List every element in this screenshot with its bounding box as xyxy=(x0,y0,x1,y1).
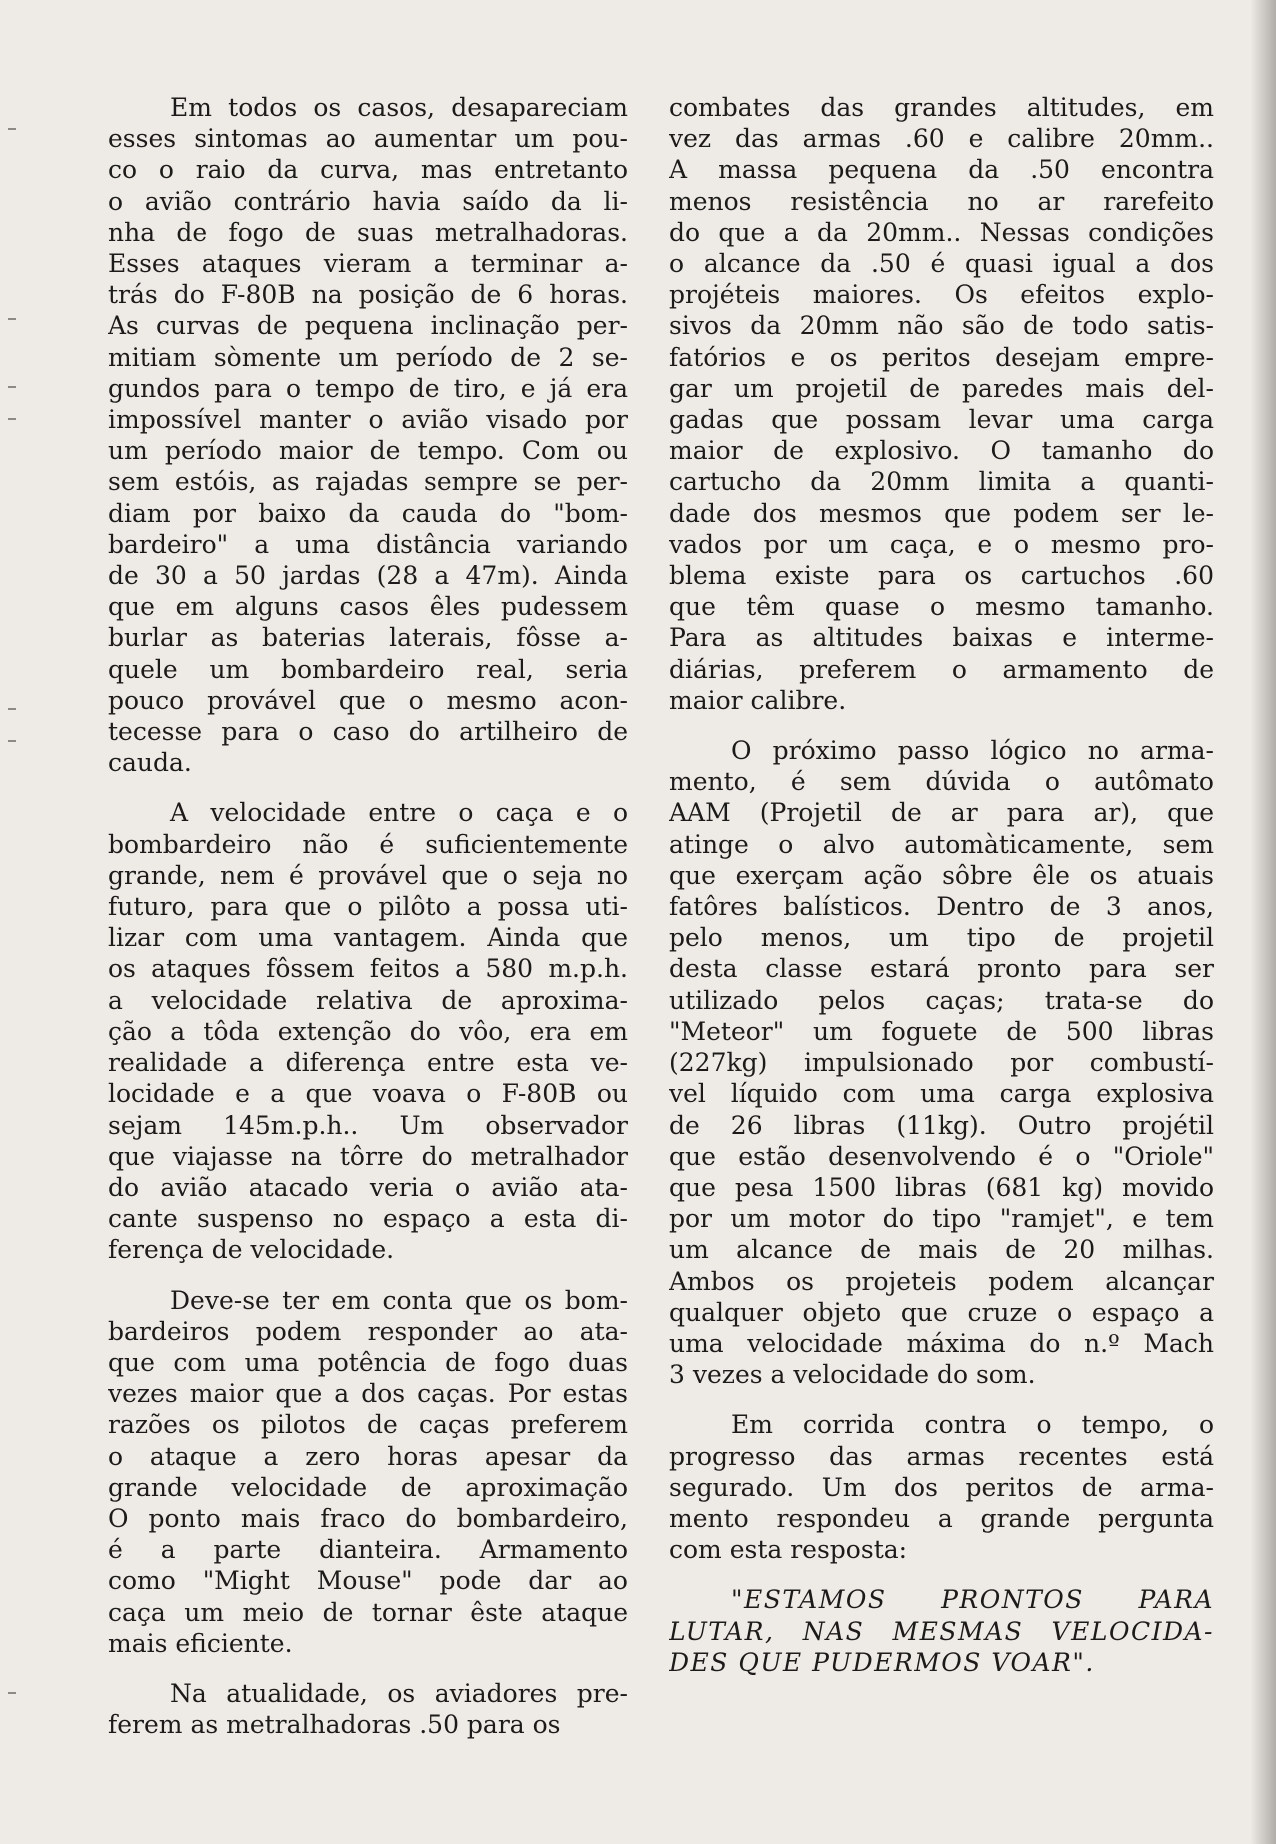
text-line: grande velocidade de aproximação xyxy=(108,1472,628,1502)
text-line: qualquer objeto que cruze o espaço a xyxy=(669,1297,1214,1327)
text-line: caça um meio de tornar êste ataque xyxy=(108,1597,628,1627)
text-line: mitiam sòmente um período de 2 se- xyxy=(108,342,628,372)
text-line: do que a da 20mm.. Nessas condições xyxy=(669,217,1214,247)
text-line: mais eficiente. xyxy=(108,1628,293,1658)
text-line: DES QUE PUDERMOS VOAR". xyxy=(669,1647,1095,1677)
text-line: A velocidade entre o caça e o xyxy=(170,798,628,828)
text-line: bardeiros podem responder ao ata- xyxy=(108,1316,628,1346)
left-text-column xyxy=(108,92,628,1759)
text-line: realidade a diferença entre esta ve- xyxy=(108,1048,628,1078)
text-line: progresso das armas recentes está xyxy=(669,1441,1214,1471)
text-line: uma velocidade máxima do n.º Mach xyxy=(669,1328,1214,1358)
text-line: O próximo passo lógico no arma- xyxy=(731,736,1214,766)
margin-mark xyxy=(8,386,16,388)
text-line: os ataques fôssem feitos a 580 m.p.h. xyxy=(108,954,628,984)
text-line: razões os pilotos de caças preferem xyxy=(108,1410,628,1440)
text-line: desta classe estará pronto para ser xyxy=(669,954,1214,984)
text-line: locidade e a que voava o F-80B ou xyxy=(108,1079,628,1109)
margin-mark xyxy=(8,740,16,742)
text-line: fatôres balísticos. Dentro de 3 anos, xyxy=(669,892,1214,922)
text-line: gar um projetil de paredes mais del- xyxy=(669,373,1214,403)
text-line: Em corrida contra o tempo, o xyxy=(731,1410,1214,1440)
text-line: o alcance da .50 é quasi igual a dos xyxy=(669,249,1214,279)
text-line: impossível manter o avião visado por xyxy=(108,405,628,435)
text-line: bardeiro" a uma distância variando xyxy=(108,529,628,559)
text-line: "Meteor" um foguete de 500 libras xyxy=(669,1016,1214,1046)
text-line: bombardeiro não é suficientemente xyxy=(108,829,628,859)
quotation-paragraph xyxy=(669,1584,1214,1678)
text-line: nha de fogo de suas metralhadoras. xyxy=(108,217,628,247)
text-line: que em alguns casos êles pudessem xyxy=(108,592,628,622)
paragraph xyxy=(108,92,628,778)
text-line: A massa pequena da .50 encontra xyxy=(669,155,1214,185)
text-line: como "Might Mouse" pode dar ao xyxy=(108,1566,628,1596)
text-line: é a parte dianteira. Armamento xyxy=(108,1535,628,1565)
text-line: maior de explosivo. O tamanho do xyxy=(669,436,1214,466)
text-line: AAM (Projetil de ar para ar), que xyxy=(669,798,1214,828)
text-line: sem estóis, as rajadas sempre se per- xyxy=(108,467,628,497)
text-line: a velocidade relativa de aproxima- xyxy=(108,985,628,1015)
text-line: vezes maior que a dos caças. Por estas xyxy=(108,1379,628,1409)
paragraph xyxy=(669,1409,1214,1565)
text-line: que estão desenvolvendo é o "Oriole" xyxy=(669,1141,1214,1171)
text-line: com esta resposta: xyxy=(669,1535,908,1565)
text-line: diárias, preferem o armamento de xyxy=(669,654,1214,684)
text-line: Deve-se ter em conta que os bom- xyxy=(170,1285,628,1315)
paragraph xyxy=(108,1285,628,1659)
text-line: co o raio da curva, mas entretanto xyxy=(108,155,628,185)
text-line: burlar as baterias laterais, fôsse a- xyxy=(108,623,628,653)
text-line: grande, nem é provável que o seja no xyxy=(108,860,628,890)
paragraph xyxy=(669,735,1214,1390)
text-line: que com uma potência de fogo duas xyxy=(108,1347,628,1377)
text-line: mento respondeu a grande pergunta xyxy=(669,1503,1214,1533)
text-line: Para as altitudes baixas e interme- xyxy=(669,623,1214,653)
text-line: Na atualidade, os aviadores pre- xyxy=(170,1678,628,1708)
text-line: dade dos mesmos que podem ser le- xyxy=(669,498,1214,528)
text-line: vel líquido com uma carga explosiva xyxy=(669,1079,1214,1109)
text-line: lizar com uma vantagem. Ainda que xyxy=(108,923,628,953)
text-line: ferem as metralhadoras .50 para os xyxy=(108,1710,561,1740)
text-line: cartucho da 20mm limita a quanti- xyxy=(669,467,1214,497)
text-line: que viajasse na tôrre do metralhador xyxy=(108,1141,628,1171)
margin-mark xyxy=(8,1692,16,1694)
text-line: segurado. Um dos peritos de arma- xyxy=(669,1472,1214,1502)
text-line: maior calibre. xyxy=(669,685,847,715)
text-line: trás do F-80B na posição de 6 horas. xyxy=(108,280,628,310)
text-line: cauda. xyxy=(108,748,192,778)
margin-mark xyxy=(8,708,16,710)
text-line: tecesse para o caso do artilheiro de xyxy=(108,717,628,747)
text-line: atinge o alvo automàticamente, sem xyxy=(669,829,1214,859)
text-line: sejam 145m.p.h.. Um observador xyxy=(108,1110,628,1140)
right-text-column xyxy=(669,92,1214,1697)
text-line: pelo menos, um tipo de projetil xyxy=(669,923,1214,953)
text-line: futuro, para que o pilôto a possa uti- xyxy=(108,892,628,922)
text-line: Em todos os casos, desapareciam xyxy=(170,93,628,122)
text-line: que exerçam ação sôbre êle os atuais xyxy=(669,860,1214,890)
text-line: ferença de velocidade. xyxy=(108,1235,395,1265)
text-line: que têm quase o mesmo tamanho. xyxy=(669,592,1214,622)
text-line: combates das grandes altitudes, em xyxy=(669,93,1214,122)
text-line: de 30 a 50 jardas (28 a 47m). Ainda xyxy=(108,561,628,591)
text-line: o ataque a zero horas apesar da xyxy=(108,1441,628,1471)
text-line: quele um bombardeiro real, seria xyxy=(108,654,628,684)
text-line: blema existe para os cartuchos .60 xyxy=(669,561,1214,591)
paragraph xyxy=(108,1678,628,1740)
text-line: ção a tôda extenção do vôo, era em xyxy=(108,1016,628,1046)
margin-mark xyxy=(8,418,16,420)
text-line: por um motor do tipo "ramjet", e tem xyxy=(669,1204,1214,1234)
text-line: "ESTAMOS PRONTOS PARA xyxy=(731,1585,1214,1615)
text-line: LUTAR, NAS MESMAS VELOCIDA- xyxy=(669,1616,1214,1646)
text-line: um alcance de mais de 20 milhas. xyxy=(669,1235,1214,1265)
text-line: sivos da 20mm não são de todo satis- xyxy=(669,311,1214,341)
text-line: mento, é sem dúvida o autômato xyxy=(669,767,1214,797)
text-line: fatórios e os peritos desejam empre- xyxy=(669,342,1214,372)
text-line: gadas que possam levar uma carga xyxy=(669,405,1214,435)
text-line: utilizado pelos caças; trata-se do xyxy=(669,985,1214,1015)
text-line: diam por baixo da cauda do "bom- xyxy=(108,498,628,528)
text-line: que pesa 1500 libras (681 kg) movido xyxy=(669,1172,1214,1202)
text-line: pouco provável que o mesmo acon- xyxy=(108,685,628,715)
text-line: vez das armas .60 e calibre 20mm.. xyxy=(669,124,1214,154)
text-line: Ambos os projeteis podem alcançar xyxy=(669,1266,1214,1296)
text-line: projéteis maiores. Os efeitos explo- xyxy=(669,280,1214,310)
paragraph xyxy=(108,797,628,1265)
text-line: gundos para o tempo de tiro, e já era xyxy=(108,373,628,403)
text-line: um período maior de tempo. Com ou xyxy=(108,436,628,466)
page-edge-shadow xyxy=(1250,0,1276,1844)
text-line: (227kg) impulsionado por combustí- xyxy=(669,1048,1214,1078)
margin-mark xyxy=(8,318,16,320)
text-line: vados por um caça, e o mesmo pro- xyxy=(669,529,1214,559)
text-line: o avião contrário havia saído da li- xyxy=(108,186,628,216)
text-line: O ponto mais fraco do bombardeiro, xyxy=(108,1503,628,1533)
text-line: do avião atacado veria o avião ata- xyxy=(108,1172,628,1202)
text-line: As curvas de pequena inclinação per- xyxy=(108,311,628,341)
text-line: 3 vezes a velocidade do som. xyxy=(669,1360,1036,1390)
margin-mark xyxy=(8,128,16,130)
paragraph xyxy=(669,92,1214,716)
text-line: Esses ataques vieram a terminar a- xyxy=(108,249,628,279)
text-line: de 26 libras (11kg). Outro projétil xyxy=(669,1110,1214,1140)
text-line: cante suspenso no espaço a esta di- xyxy=(108,1204,628,1234)
text-line: esses sintomas ao aumentar um pou- xyxy=(108,124,628,154)
text-line: menos resistência no ar rarefeito xyxy=(669,186,1214,216)
